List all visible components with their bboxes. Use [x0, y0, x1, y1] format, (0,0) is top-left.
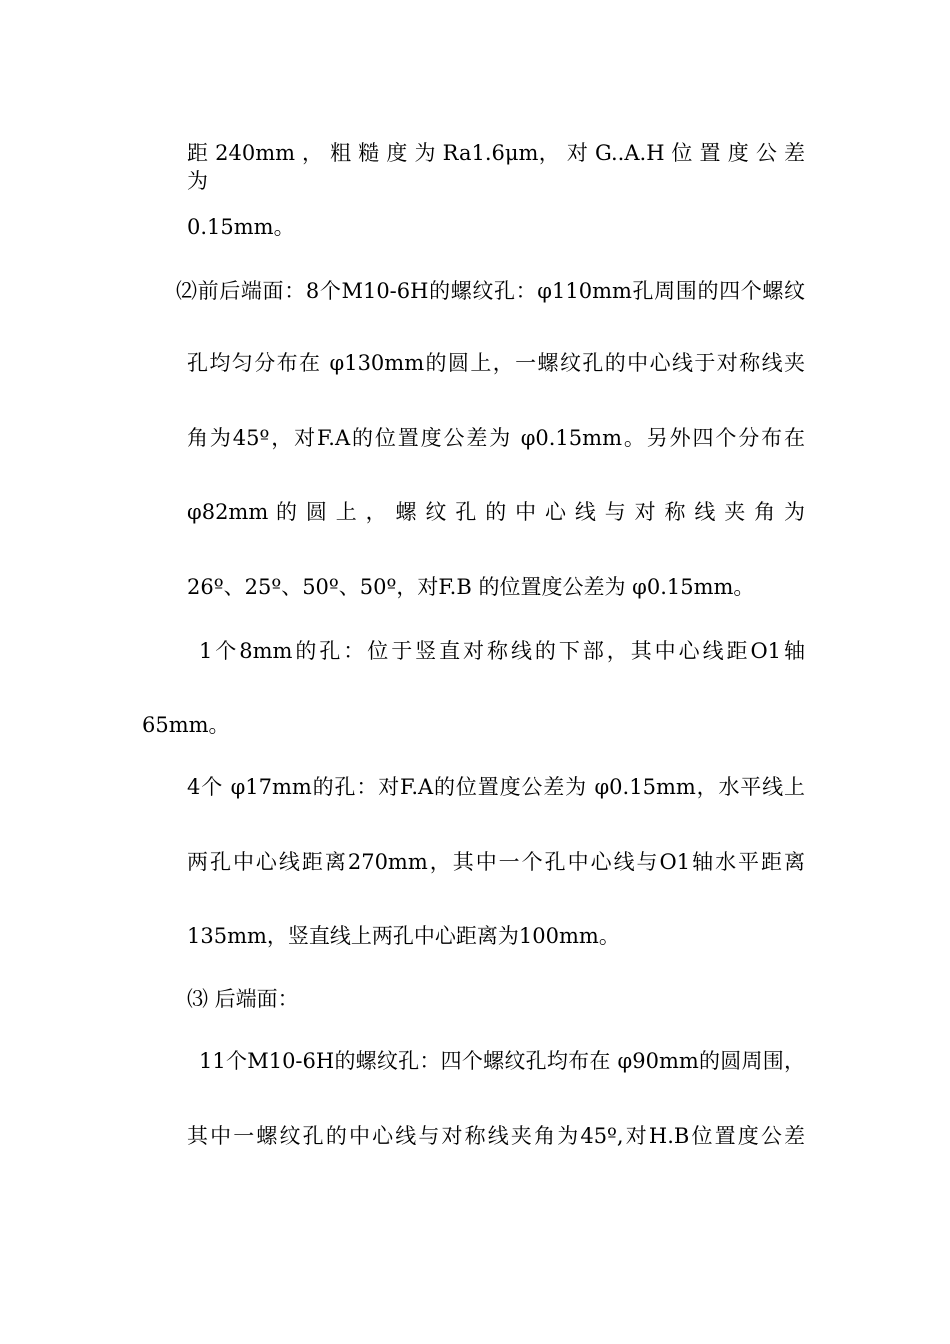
text-line-12: 135mm，竖直线上两孔中心距离为100mm。 [187, 924, 620, 948]
text-line-5: 角为45º，对F.A的位置度公差为 φ0.15mm。另外四个分布在 [187, 426, 805, 450]
text-line-9: 65mm。 [142, 713, 230, 737]
text-line-11: 两孔中心线距离270mm，其中一个孔中心线与O1轴水平距离 [187, 850, 805, 874]
text-line-14: 11个M10-6H的螺纹孔：四个螺纹孔均布在 φ90mm的圆周围， [199, 1049, 805, 1073]
text-line-7: 26º、25º、50º、50º，对F.B 的位置度公差为 φ0.15mm。 [187, 575, 755, 599]
text-line-10: 4个 φ17mm的孔：对F.A的位置度公差为 φ0.15mm，水平线上 [187, 775, 805, 799]
text-line-3: ⑵前后端面：8个M10-6H的螺纹孔：φ110mm孔周围的四个螺纹 [176, 279, 805, 303]
text-line-2: 0.15mm。 [187, 215, 295, 239]
text-line-13: ⑶ 后端面： [187, 987, 299, 1011]
text-line-8: 1个8mm的孔：位于竖直对称线的下部，其中心线距O1轴 [199, 639, 805, 663]
text-line-4: 孔均匀分布在 φ130mm的圆上，一螺纹孔的中心线于对称线夹 [187, 351, 805, 375]
text-line-15: 其中一螺纹孔的中心线与对称线夹角为45º,对H.B位置度公差 [187, 1124, 805, 1148]
text-line-1: 距 240mm ， 粗 糙 度 为 Ra1.6μm， 对 G..A.H 位 置 度 公 差 为 [187, 141, 805, 193]
text-line-6: φ82mm 的 圆 上 ， 螺 纹 孔 的 中 心 线 与 对 称 线 夹 角 为 [187, 500, 805, 524]
